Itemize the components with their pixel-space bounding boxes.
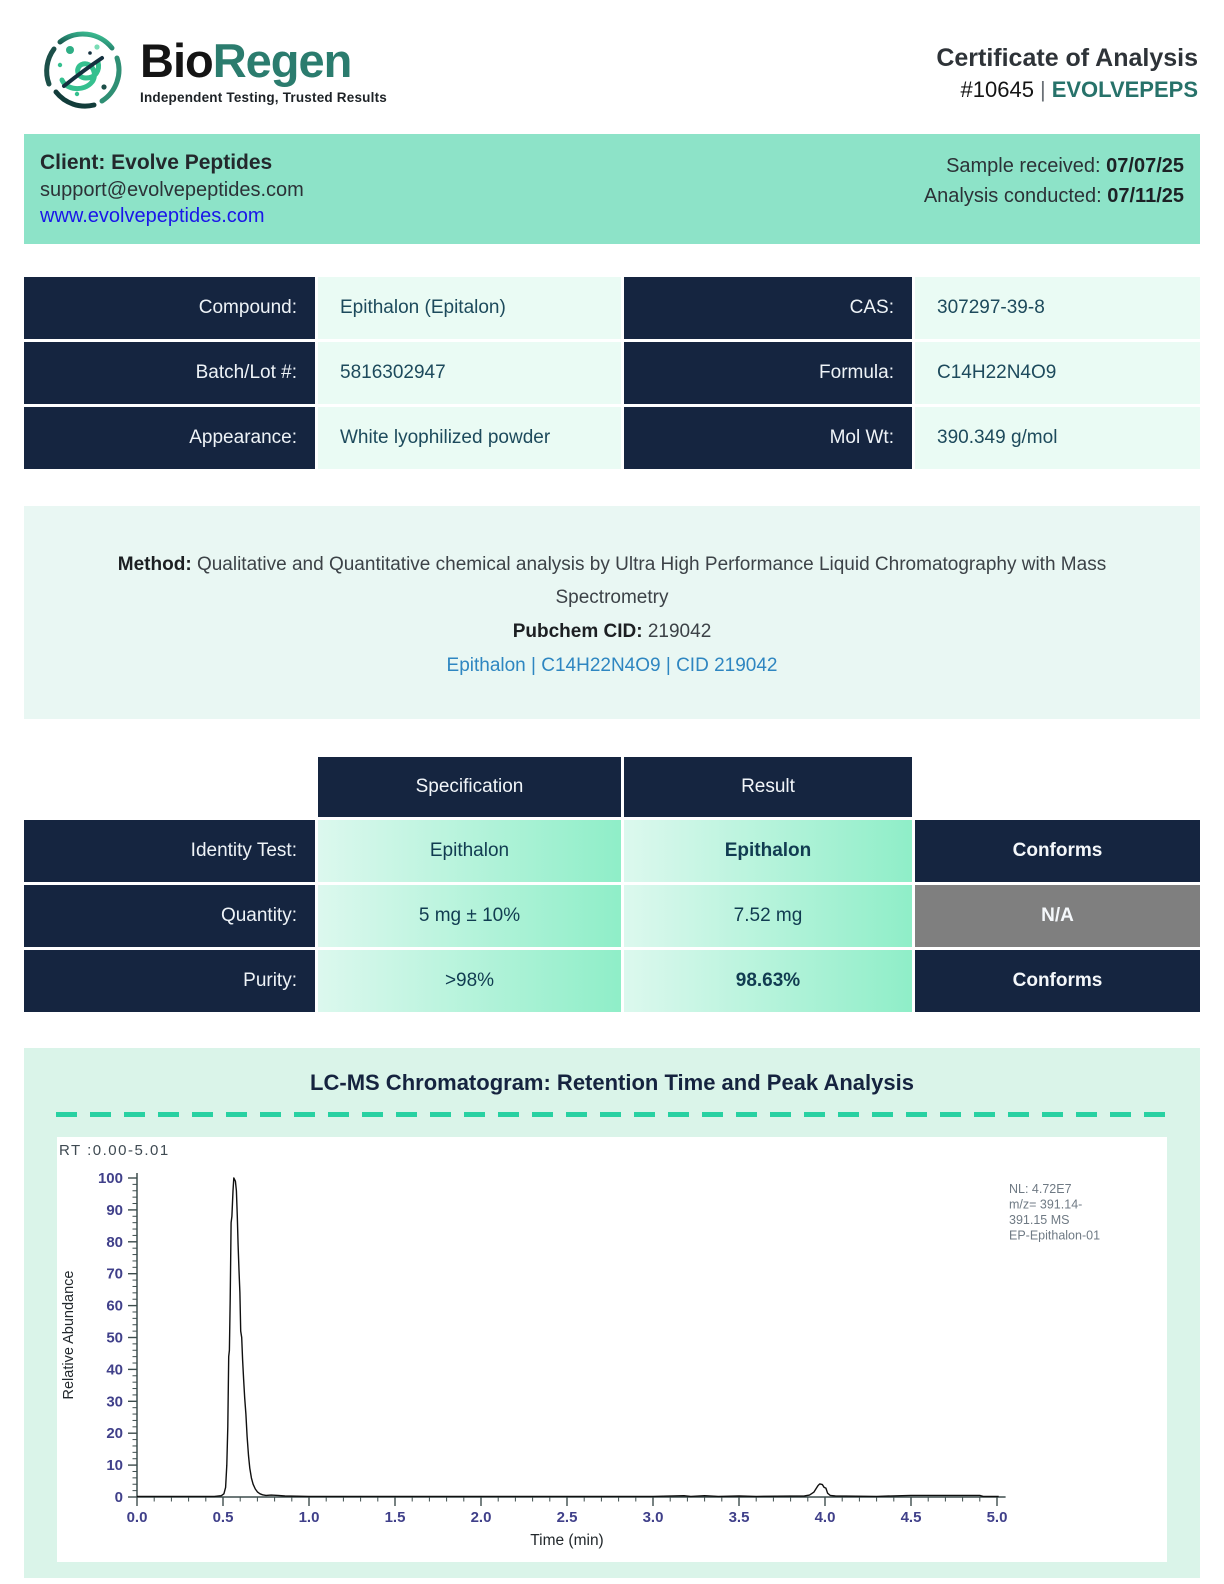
chromatogram-title: LC-MS Chromatogram: Retention Time and Peak Analysis: [310, 1069, 914, 1095]
quantity-spec: 5 mg ± 10%: [318, 885, 621, 947]
dashed-divider: [56, 1112, 1168, 1117]
brand-tagline: Independent Testing, Trusted Results: [140, 90, 387, 105]
svg-text:Time (min): Time (min): [530, 1531, 604, 1549]
analysis-conducted-label: Analysis conducted:: [923, 185, 1108, 207]
sample-received-date: 07/07/25: [1106, 155, 1184, 177]
certificate-heading: [936, 44, 1198, 103]
batch-value: 5816302947: [318, 342, 621, 404]
method-panel: [24, 506, 1200, 719]
pubchem-cid-label: Pubchem CID:: [512, 621, 648, 643]
svg-text:10: 10: [106, 1456, 123, 1474]
formula-value: C14H22N4O9: [915, 342, 1200, 404]
svg-text:0.0: 0.0: [126, 1508, 148, 1526]
header-spacer-right: [915, 757, 1200, 817]
cas-label: CAS:: [624, 277, 912, 339]
sample-received-label: Sample received:: [946, 155, 1107, 177]
svg-text:90: 90: [106, 1201, 123, 1219]
method-label: Method:: [117, 553, 197, 575]
svg-text:0: 0: [114, 1488, 123, 1506]
svg-text:70: 70: [106, 1265, 123, 1283]
compound-info-table: [24, 277, 1200, 469]
svg-text:3.0: 3.0: [642, 1508, 664, 1526]
certificate-title: Certificate of Analysis: [936, 44, 1198, 72]
purity-status: Conforms: [915, 950, 1200, 1012]
molwt-value: 390.349 g/mol: [915, 407, 1200, 469]
svg-text:1.0: 1.0: [298, 1508, 320, 1526]
svg-text:NL: 4.72E7: NL: 4.72E7: [1009, 1181, 1072, 1196]
specification-header: Specification: [318, 757, 621, 817]
svg-text:50: 50: [106, 1329, 123, 1347]
svg-text:30: 30: [106, 1393, 123, 1411]
pubchem-cid-row: [116, 615, 1108, 649]
bioregen-logo-icon: [40, 28, 126, 114]
brand-name-regen: Regen: [212, 34, 352, 87]
analysis-conducted-date: 07/11/25: [1107, 185, 1184, 207]
svg-text:Relative Abundance: Relative Abundance: [61, 1270, 77, 1400]
client-details: [40, 149, 304, 230]
brand-lockup: [40, 28, 387, 114]
purity-result: 98.63%: [624, 950, 912, 1012]
formula-label: Formula:: [624, 342, 912, 404]
sample-received-row: [924, 151, 1184, 181]
pubchem-link[interactable]: Epithalon | C14H22N4O9 | CID 219042: [446, 654, 778, 676]
chromatogram-panel: [24, 1048, 1200, 1578]
molwt-label: Mol Wt:: [624, 407, 912, 469]
header: [0, 0, 1224, 124]
certificate-subtitle: [936, 77, 1198, 103]
compound-label: Compound:: [24, 277, 315, 339]
svg-text:2.0: 2.0: [470, 1508, 492, 1526]
svg-text:RT :0.00-5.01: RT :0.00-5.01: [59, 1141, 170, 1159]
brand-text: [140, 34, 387, 105]
header-spacer-left: [24, 757, 315, 817]
quantity-result: 7.52 mg: [624, 885, 912, 947]
certificate-number: #10645: [960, 77, 1034, 102]
svg-text:100: 100: [97, 1169, 123, 1187]
client-name: Client: Evolve Peptides: [40, 151, 273, 174]
svg-text:40: 40: [106, 1361, 123, 1379]
svg-text:5.0: 5.0: [986, 1508, 1008, 1526]
brand-name-bio: Bio: [140, 34, 213, 87]
identity-test-status: Conforms: [915, 820, 1200, 882]
purity-spec: >98%: [318, 950, 621, 1012]
svg-text:4.5: 4.5: [900, 1508, 922, 1526]
method-text: Qualitative and Quantitative chemical analysis by Ultra High Performance Liquid Chromatography with Mass Spectrometry: [196, 553, 1107, 609]
quantity-status: N/A: [915, 885, 1200, 947]
compound-value: Epithalon (Epitalon): [318, 277, 621, 339]
client-info-bar: [24, 134, 1200, 244]
svg-text:EP-Epithalon-01: EP-Epithalon-01: [1009, 1228, 1101, 1243]
appearance-label: Appearance:: [24, 407, 315, 469]
separator: |: [1039, 77, 1046, 102]
client-code: EVOLVEPEPS: [1051, 77, 1198, 102]
quantity-label: Quantity:: [24, 885, 315, 947]
svg-text:20: 20: [106, 1424, 123, 1442]
results-table: [24, 757, 1200, 1012]
svg-text:0.5: 0.5: [212, 1508, 234, 1526]
cas-value: 307297-39-8: [915, 277, 1200, 339]
purity-label: Purity:: [24, 950, 315, 1012]
svg-text:60: 60: [106, 1297, 123, 1315]
identity-test-label: Identity Test:: [24, 820, 315, 882]
svg-text:80: 80: [106, 1233, 123, 1251]
svg-text:1.5: 1.5: [384, 1508, 406, 1526]
result-header: Result: [624, 757, 912, 817]
analysis-conducted-row: [924, 181, 1184, 211]
batch-label: Batch/Lot #:: [24, 342, 315, 404]
svg-text:2.5: 2.5: [556, 1508, 578, 1526]
client-website-link[interactable]: www.evolvepeptides.com: [40, 205, 265, 228]
brand-name: [140, 34, 387, 87]
identity-test-result: Epithalon: [624, 820, 912, 882]
appearance-value: White lyophilized powder: [318, 407, 621, 469]
pubchem-cid-value: 219042: [647, 621, 712, 643]
identity-test-spec: Epithalon: [318, 820, 621, 882]
client-email: support@evolvepeptides.com: [40, 178, 304, 201]
svg-text:m/z= 391.14-: m/z= 391.14-: [1009, 1197, 1083, 1212]
method-description: [116, 548, 1108, 616]
svg-text:4.0: 4.0: [814, 1508, 836, 1526]
chromatogram-plot-box: [57, 1137, 1167, 1562]
svg-text:3.5: 3.5: [728, 1508, 750, 1526]
sample-dates: [924, 151, 1184, 230]
lcms-plot: [57, 1137, 1167, 1557]
svg-text:391.15 MS: 391.15 MS: [1009, 1212, 1070, 1227]
